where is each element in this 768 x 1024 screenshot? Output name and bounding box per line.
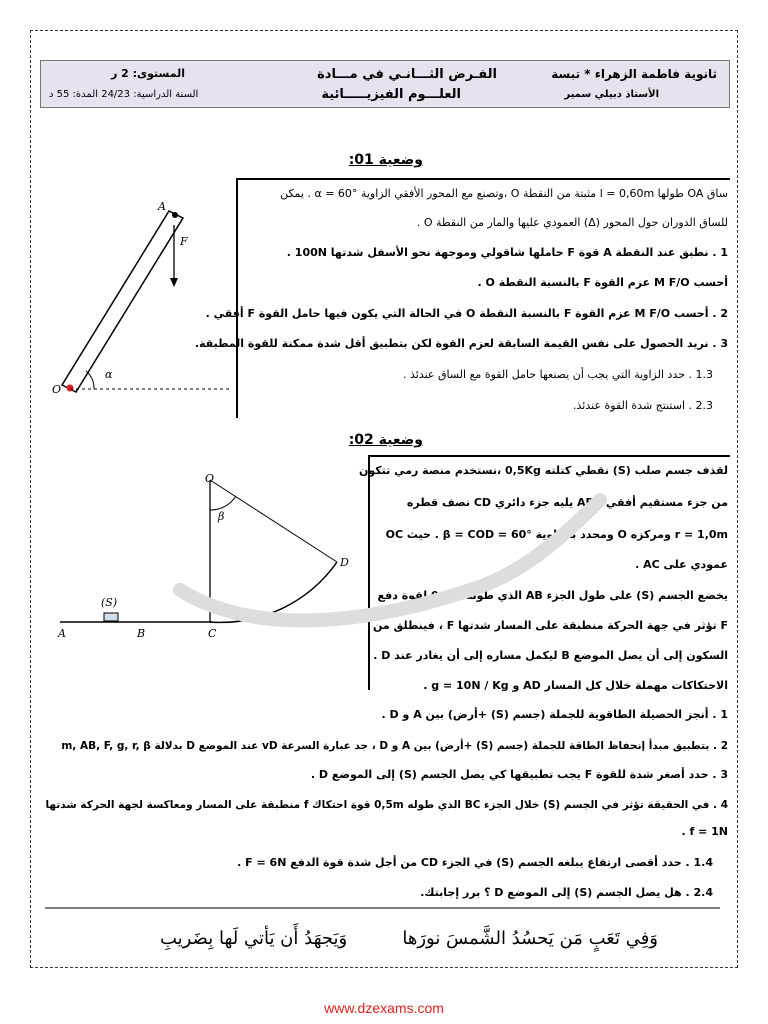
s2-line-4: عمودي على AC . (635, 558, 728, 571)
level-label: المستوى: 2 ر (111, 67, 185, 80)
s1-q3-1: 1.3 . حدد الزاوية التي يجب أن يصنعها حامل القوة مع الساق عندئذ . (402, 368, 713, 381)
year-duration-label: السنة الدراسية: 24/23 المدة: 55 د (49, 89, 199, 100)
label-s: (S) (101, 596, 118, 609)
s1-q3: 3 . نريد الحصول على نفس القيمة السابقة لعزم القوة لكن بتطبيق أقل شدة ممكنة للقوة المطبقة. (194, 337, 728, 350)
rod-oa (62, 211, 183, 392)
s2-line-8: الاحتكاكات مهملة خلال كل المسار AD و g = 10N / Kg . (423, 679, 728, 692)
s2-q4-b: f = 1N . (681, 825, 728, 838)
label-d: D (340, 556, 349, 569)
label-c: C (208, 627, 217, 640)
section1-title: وضعية 01: (348, 152, 423, 168)
footer-url[interactable]: www.dzexams.com (324, 1000, 444, 1016)
label-alpha: α (105, 368, 113, 381)
s1-line-1: ساق OA طولها l = 0,60m مثبتة من النقطة O ،وتصنع مع المحور الأفقي الزاوية α = 60° . يمكن (280, 187, 728, 200)
label-a: A (158, 200, 166, 213)
exam-title: الفـرض الثـــانـي في مـــادة (317, 67, 497, 82)
label-f: F (180, 235, 188, 248)
label-o: O (52, 383, 62, 396)
point-o-marker (67, 385, 74, 392)
school-name: ثانوية فاطمة الزهراء * تبسة (551, 67, 717, 81)
quote-left: وَيَجهَدُ أَن يَأتي لَها بِضَريبِ (160, 928, 348, 949)
s1-q3-2: 2.3 . استنتج شدة القوة عندئذ. (573, 399, 713, 412)
s2-q2: 2 . بتطبيق مبدأ إنحفاظ الطاقة للجملة (جسم (S) +أرض) بين A و D ، جد عبارة السرعة vD عند الموضع D بدلالة m, AB, F, g, r, β (61, 740, 728, 752)
s2-q1: 1 . أنجز الحصيلة الطاقوية للجملة (جسم (S) +أرض) بين A و D . (381, 708, 728, 721)
rod-figure (62, 211, 232, 392)
s2-q3: 3 . حدد أصغر شدة للقوة F يجب تطبيقها كي يصل الجسم (S) إلى الموضع D . (310, 768, 728, 781)
s2-line-6: F تؤثر في جهة الحركة منطبقة على المسار شدتها F ، فينطلق من (373, 619, 728, 632)
label-a2: A (58, 627, 66, 640)
force-f-arrowhead (170, 278, 178, 287)
s2-q4: 4 . في الحقيقة تؤثر في الجسم (S) خلال الجزء BC الذي طوله 0,5m قوة احتكاك f منطبقة على المسار ومعاكسة لجهة الحركة شدتها (45, 799, 728, 811)
section2-title: وضعية 02: (348, 432, 423, 448)
s1-q1-b: أحسب M F/O عزم القوة F بالنسبة النقطة O . (477, 276, 728, 289)
s2-q4-2: 2.4 . هل يصل الجسم (S) إلى الموضع D ؟ برر إجابتك. (420, 886, 713, 899)
label-b: B (137, 627, 146, 640)
teacher-name: الأستاذ دبيلي سمير (564, 89, 659, 100)
quote-right: وَفِي تَعَبٍ مَن يَحسُدُ الشَّمسَ نورَها (402, 928, 658, 949)
subject-name: العلـــوم الفيزيـــــائية (321, 87, 461, 102)
s1-line-2: للساق الدوران حول المحور (Δ) العمودي عليها والمار من النقطة O . (416, 216, 728, 229)
point-a-marker (172, 212, 178, 218)
s2-line-5: يخضع الجسم (S) على طول الجزء AB الذي طوله 0,5m لقوة دفع (377, 589, 728, 602)
body-s-block (104, 613, 118, 621)
label-beta: β (218, 510, 225, 523)
s1-q1: 1 . نطبق عند النقطة A قوة F حاملها شاقولي وموجهة نحو الأسفل شدتها 100N . (286, 246, 728, 259)
angle-beta-arc (210, 496, 236, 510)
label-o2: O (205, 472, 215, 485)
s2-line-3: r = 1,0m ومركزه O ومحدد بالزاوية β = COD = 60° . حيث OC (385, 528, 728, 541)
watermark-stroke (180, 500, 600, 620)
segment-od (210, 480, 337, 562)
s2-line-7: السكون إلى أن يصل الموضع B ليكمل مساره إلى أن يغادر عند D . (373, 649, 728, 662)
s2-line-1: لقذف جسم صلب (S) نقطي كتلته 0,5Kg ،نستخدم منصة رمي تتكون (358, 464, 728, 477)
s1-q2: 2 . أحسب M F/O عزم القوة F بالنسبة النقطة O في الحالة التي يكون فيها حامل القوة F أفقي . (205, 307, 728, 320)
s2-q4-1: 1.4 . حدد أقصى ارتفاع يبلغه الجسم (S) في الجزء CD من أجل شدة قوة الدفع F = 6N . (237, 856, 713, 869)
s2-line-2: من جزء مستقيم أفقي ABC يليه جزء دائري CD نصف قطره (406, 496, 728, 509)
